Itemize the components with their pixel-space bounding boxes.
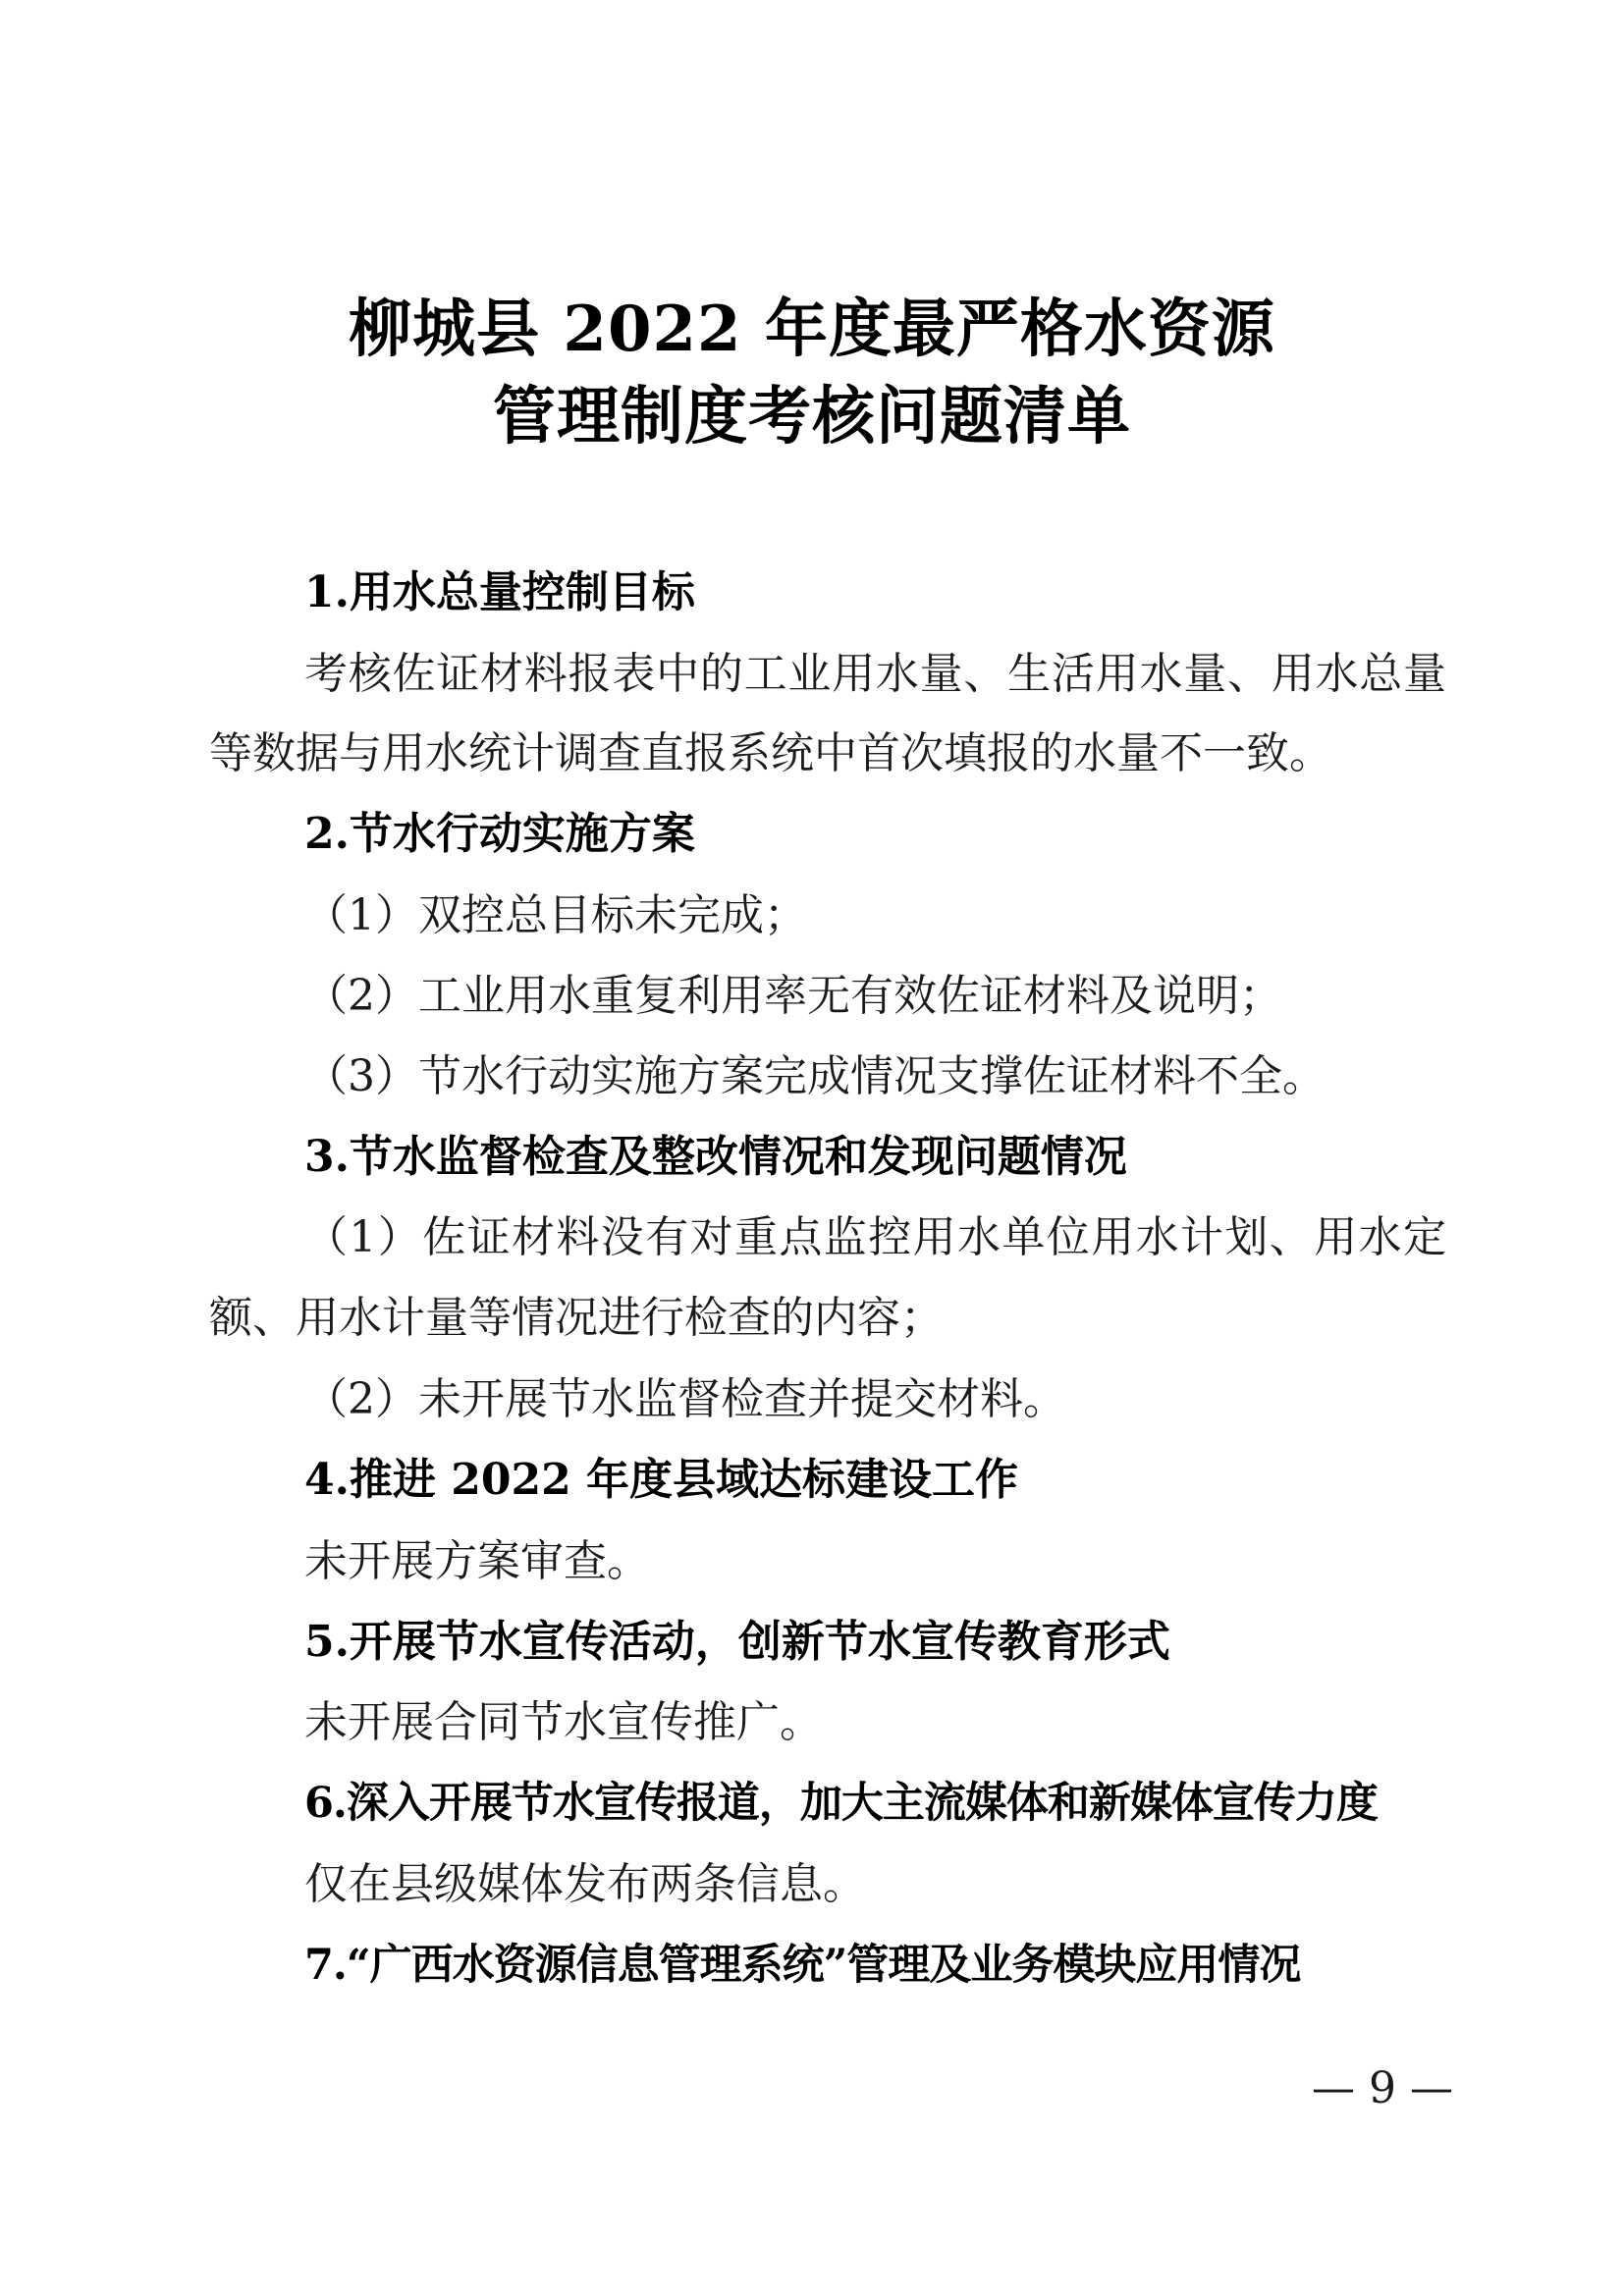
section-2-line-1: （1）双控总目标未完成； [304, 890, 807, 940]
section-3-line-3: （2）未开展节水监督检查并提交材料。 [304, 1374, 1066, 1424]
section-2-line-3: （3）节水行动实施方案完成情况支撑佐证材料不全。 [304, 1051, 1326, 1101]
section-1-line-2: 等数据与用水统计调查直报系统中首次填报的水量不一致。 [209, 728, 1332, 778]
section-6-line-1: 仅在县级媒体发布两条信息。 [304, 1859, 866, 1909]
page-number: — 9 — [1312, 2063, 1453, 2113]
section-heading-3: 3.节水监督检查及整改情况和发现问题情况 [304, 1132, 1127, 1182]
section-4-line-1: 未开展方案审查。 [304, 1536, 650, 1586]
section-1-line-1: 考核佐证材料报表中的工业用水量、生活用水量、用水总量 [304, 649, 1446, 699]
section-heading-7: 7.“广西水资源信息管理系统”管理及业务模块应用情况 [304, 1941, 1301, 1990]
document-title-line-1: 柳城县 2022 年度最严格水资源 [349, 293, 1275, 366]
document-title-line-2: 管理制度考核问题清单 [493, 380, 1131, 454]
section-heading-2: 2.节水行动实施方案 [304, 809, 695, 859]
section-heading-1: 1.用水总量控制目标 [304, 567, 695, 617]
section-5-line-1: 未开展合同节水宣传推广。 [304, 1697, 823, 1747]
section-heading-4: 4.推进 2022 年度县域达标建设工作 [304, 1455, 1019, 1505]
section-heading-5: 5.开展节水宣传活动，创新节水宣传教育形式 [304, 1617, 1170, 1667]
section-3-line-2: 额、用水计量等情况进行检查的内容； [209, 1293, 944, 1343]
section-3-line-1: （1）佐证材料没有对重点监控用水单位用水计划、用水定 [304, 1212, 1446, 1262]
section-2-line-2: （2）工业用水重复利用率无有效佐证材料及说明； [304, 971, 1282, 1021]
section-heading-6: 6.深入开展节水宣传报道，加大主流媒体和新媒体宣传力度 [304, 1779, 1378, 1828]
